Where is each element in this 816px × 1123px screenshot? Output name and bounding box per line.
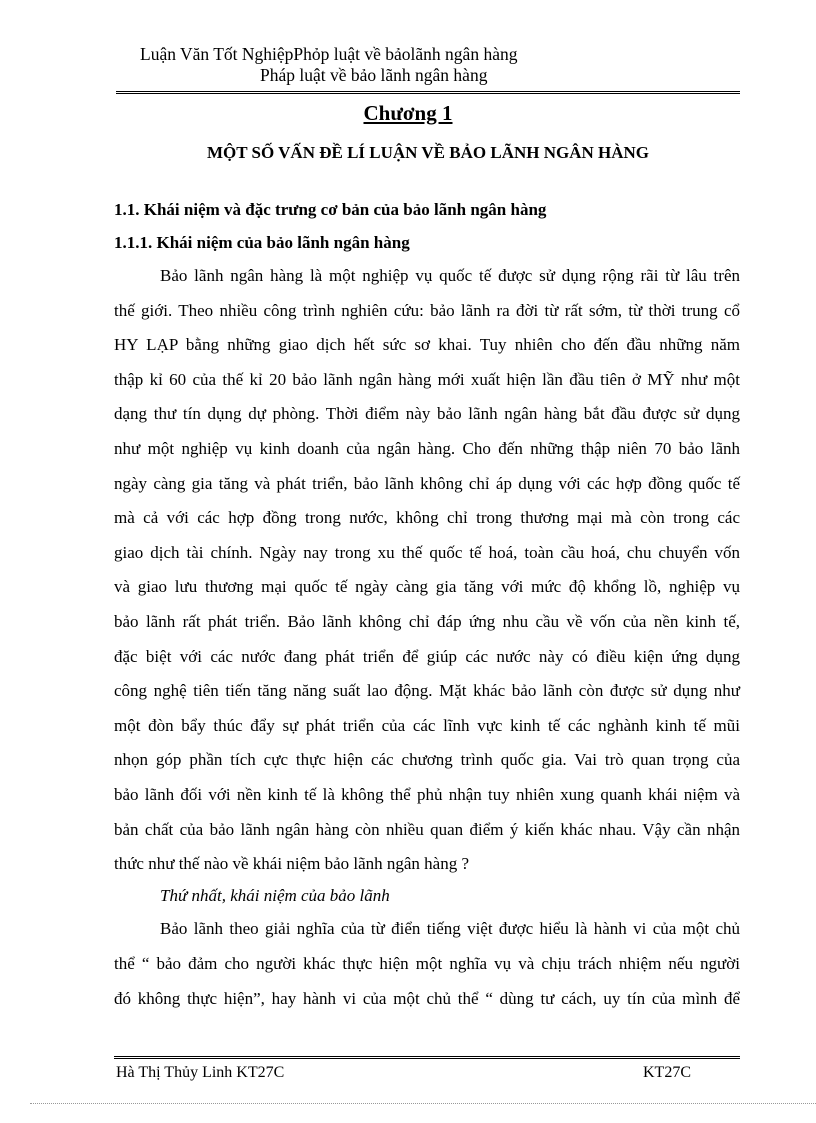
text-line: Bảo lãnh ngân hàng là một nghiệp vụ quốc tế được sử dụng rộng rãi từ lâu trên <box>160 266 740 285</box>
section-heading-1-1-1: 1.1.1. Khái niệm của bảo lãnh ngân hàng <box>114 233 410 252</box>
text-line: bảo lãnh đối với nền kinh tế là không thể phủ nhận tuy nhiên xung quanh khái niệm và <box>114 785 740 804</box>
text-line: một đòn bẩy thúc đẩy sự phát triển của các lĩnh vực kinh tế các nghành kinh tế mũi <box>114 715 740 735</box>
footer-class: KT27C <box>643 1064 691 1081</box>
page-bottom-dotted-line <box>30 1103 816 1104</box>
chapter-subtitle: MỘT SỐ VẤN ĐỀ LÍ LUẬN VỀ BẢO LÃNH NGÂN HÀNG <box>206 143 650 162</box>
footer-rule <box>114 1056 740 1057</box>
footer-author: Hà Thị Thủy Linh KT27C <box>116 1064 285 1081</box>
header-line-2: Pháp luật về bảo lãnh ngân hàng <box>260 65 488 85</box>
chapter-title: Chương 1 <box>363 101 453 125</box>
text-line: thể “ bảo đảm cho người khác thực hiện một nghĩa vụ và chịu trách nhiệm nếu người <box>114 954 740 973</box>
text-line: bản chất của bảo lãnh ngân hàng còn nhiều quan điểm ý kiến khác nhau. Vậy cần nhận <box>114 819 740 839</box>
text-line: thế giới. Theo nhiều công trình nghiên cứu: bảo lãnh ra đời từ rất sớm, từ thời trung cổ <box>114 300 740 320</box>
text-line: nhọn góp phần tích cực thực hiện các chương trình quốc gia. Vai trò quan trọng của <box>114 750 740 770</box>
footer-rule-double <box>114 1058 740 1059</box>
header-rule-double <box>116 93 740 94</box>
text-line: đặc biệt với các nước đang phát triển để giúp các nước này có điều kiện ứng dụng <box>114 646 740 666</box>
text-line: thập kỉ 60 của thế kỉ 20 bảo lãnh ngân hàng mới xuất hiện lần đầu tiên ở MỸ như một <box>114 369 740 389</box>
italic-subheading: Thứ nhất, khái niệm của bảo lãnh <box>160 885 390 905</box>
header-line-1: Luận Văn Tốt NghiệpPhỏp luật về bảolãnh ngân hàng <box>140 44 518 64</box>
text-line: ngày càng gia tăng và phát triển, bảo lãnh không chỉ áp dụng với các hợp đồng quốc tế <box>114 473 740 493</box>
text-line: đó không thực hiện”, hay hành vi của một chủ thể “ dùng tư cách, uy tín của mình để <box>114 988 740 1008</box>
text-line: HY LẠP bằng những giao dịch hết sức sơ khai. Tuy nhiên cho đến đầu những năm <box>114 335 740 355</box>
text-line: công nghệ tiên tiến tăng năng suất lao động. Mặt khác bảo lãnh còn được sử dụng như <box>114 681 740 701</box>
text-line: mà cả với các hợp đồng trong nước, không chỉ trong thương mại mà còn trong các <box>114 508 740 528</box>
text-line: và giao lưu thương mại quốc tế ngày càng gia tăng với mức độ khổng lồ, nghiệp vụ <box>114 577 740 597</box>
text-line: dạng thư tín dụng dự phòng. Thời điểm này bảo lãnh ngân hàng bắt đầu được sử dụng <box>114 404 740 424</box>
text-line: như một nghiệp vụ kinh doanh của ngân hàng. Cho đến những thập niên 70 bảo lãnh <box>114 439 740 458</box>
section-heading-1-1: 1.1. Khái niệm và đặc trưng cơ bản của bảo lãnh ngân hàng <box>114 200 547 219</box>
header-rule <box>116 91 740 92</box>
text-line: bảo lãnh rất phát triển. Bảo lãnh không chỉ đáp ứng nhu cầu về vốn của nền kinh tế, <box>114 612 740 631</box>
text-line: giao dịch tài chính. Ngày nay trong xu thế quốc tế hoá, toàn cầu hoá, chu chuyển vốn <box>114 542 740 562</box>
text-line: Bảo lãnh theo giải nghĩa của từ điển tiếng việt được hiểu là hành vi của một chủ <box>160 919 740 939</box>
text-line: thức như thế nào về khái niệm bảo lãnh ngân hàng ? <box>114 854 470 874</box>
